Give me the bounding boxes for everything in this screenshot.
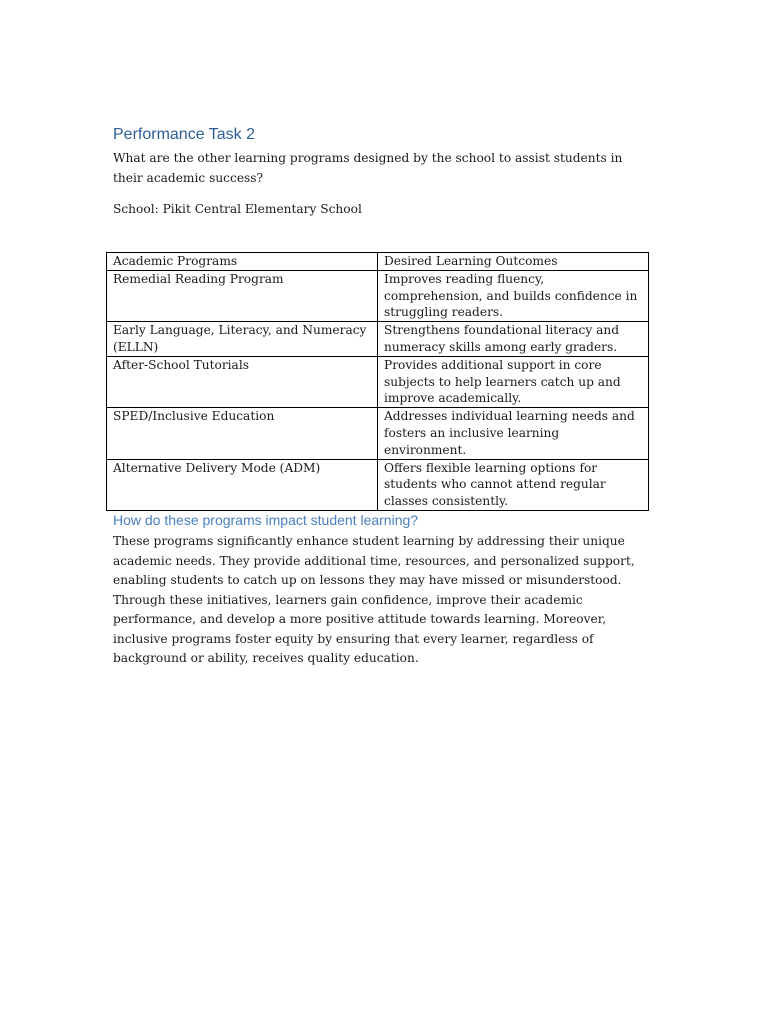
header-desired-outcomes: Desired Learning Outcomes: [378, 253, 649, 271]
program-cell: After-School Tutorials: [107, 356, 378, 407]
table-row: [107, 270, 649, 321]
program-cell: SPED/Inclusive Education: [107, 408, 378, 459]
outcome-cell: Provides additional support in core subjects to help learners catch up and improve academically.: [378, 356, 649, 407]
table-row: [107, 356, 649, 407]
school-line: School: Pikit Central Elementary School: [113, 202, 362, 216]
table-row: [107, 408, 649, 459]
table-row: [107, 322, 649, 357]
outcome-cell: Addresses individual learning needs and fosters an inclusive learning environment.: [378, 408, 649, 459]
outcome-cell: Offers flexible learning options for students who cannot attend regular classes consistently.: [378, 459, 649, 510]
question-1: What are the other learning programs designed by the school to assist students in their academic success?: [113, 151, 623, 185]
programs-table: [106, 252, 649, 511]
program-cell: Remedial Reading Program: [107, 270, 378, 321]
table-header-row: [107, 253, 649, 271]
answer-2-paragraph: These programs significantly enhance student learning by addressing their unique academic needs. They provide additional time, resources, and personalized support, enabling students to catch up on lessons they may have missed or misunderstood. Through these initiatives, learners gain confidence, improve their academic performance, and develop a more positive attitude towards learning. Moreover, inclusive programs foster equity by ensuring that every learner, regardless of background or ability, receives quality education.: [113, 534, 635, 665]
question-2-heading: How do these programs impact student learning?: [113, 512, 419, 528]
outcome-cell: Improves reading fluency, comprehension, and builds confidence in struggling readers.: [378, 270, 649, 321]
header-academic-programs: Academic Programs: [107, 253, 378, 271]
page-title: Performance Task 2: [113, 126, 255, 143]
program-cell: Alternative Delivery Mode (ADM): [107, 459, 378, 510]
program-cell: Early Language, Literacy, and Numeracy (ELLN): [107, 322, 378, 357]
outcome-cell: Strengthens foundational literacy and numeracy skills among early graders.: [378, 322, 649, 357]
table-row: [107, 459, 649, 510]
